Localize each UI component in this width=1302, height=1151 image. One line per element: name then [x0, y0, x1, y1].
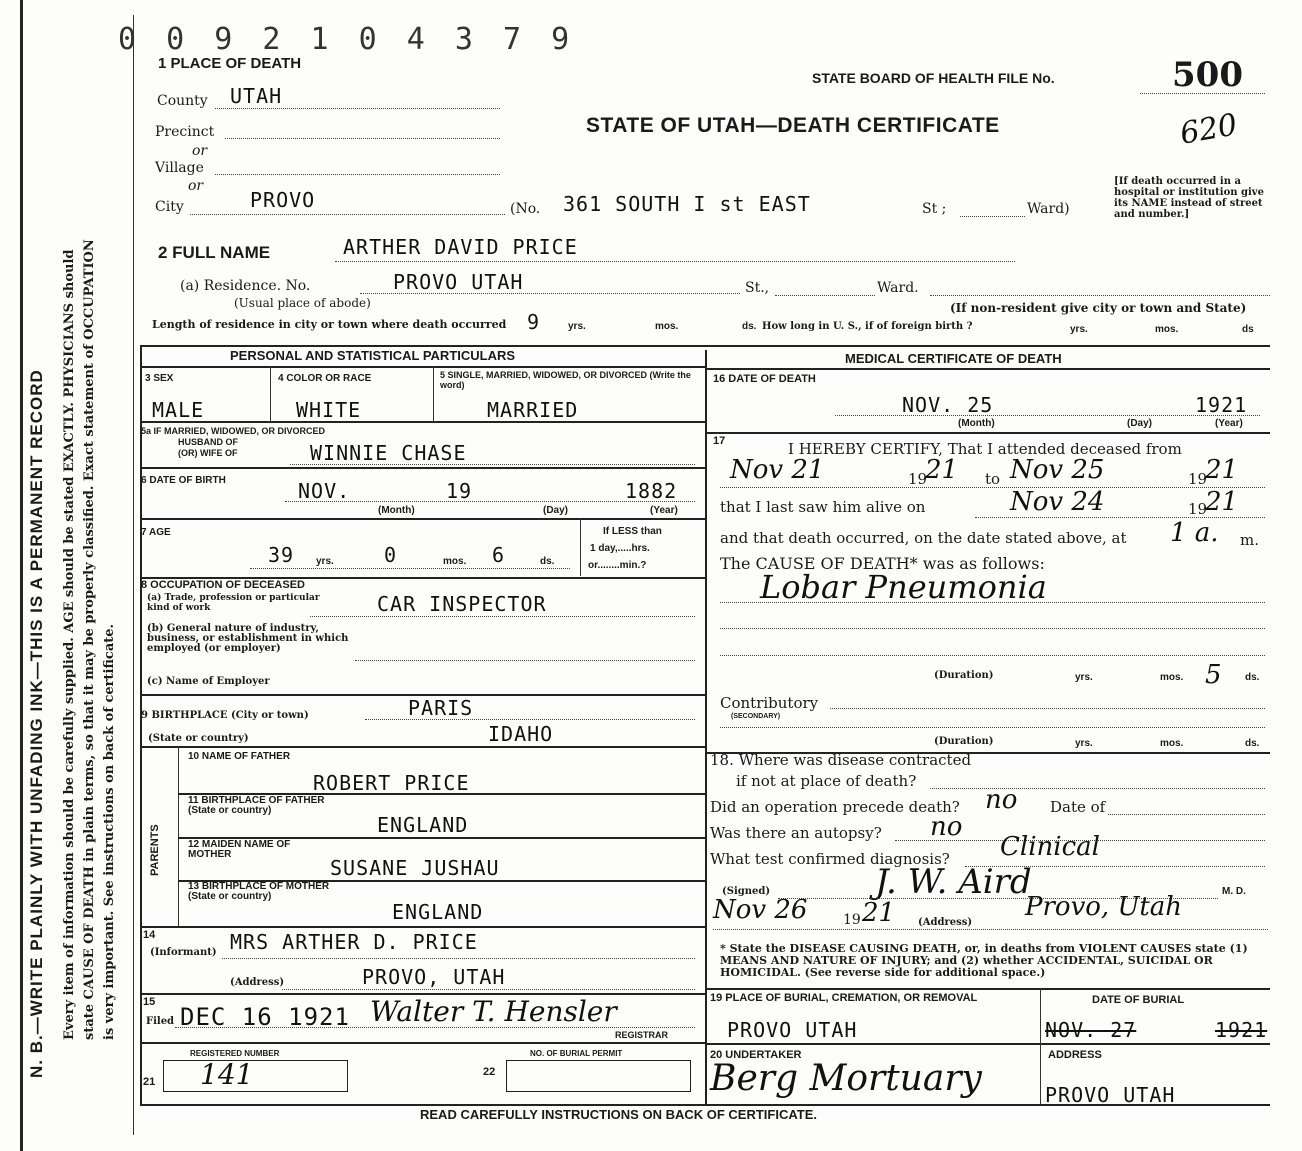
- village-label: Village: [155, 160, 204, 176]
- from-year: 21: [925, 455, 959, 485]
- mother-birthplace: ENGLAND: [392, 900, 484, 924]
- informant-num: 14: [143, 929, 156, 941]
- rule-5a: [140, 467, 705, 469]
- burial-divider: [1040, 988, 1041, 1043]
- duration-mos-1: mos.: [1160, 672, 1184, 683]
- nonres-note: (If non-resident give city or town and State): [950, 301, 1247, 315]
- residence-st-label: St.,: [745, 280, 770, 296]
- dob-month: NOV.: [298, 479, 351, 503]
- full-name-value: ARTHER DAVID PRICE: [343, 235, 578, 259]
- attended-from: Nov 21: [730, 455, 825, 485]
- operation-label: Did an operation precede death?: [710, 798, 960, 816]
- parents-divider: [178, 746, 179, 926]
- father-birthplace-label: 11 BIRTHPLACE OF FATHER (State or country): [188, 795, 325, 816]
- spouse-label-3: (OR) WIFE OF: [178, 448, 238, 458]
- item-18-b: if not at place of death?: [736, 772, 917, 790]
- residence-st-line: [775, 295, 875, 296]
- occupation-a-label: (a) Trade, profession or particular kind of work: [147, 593, 320, 613]
- reg-number-box: [163, 1060, 348, 1092]
- death-year-cap: (Year): [1215, 418, 1243, 429]
- medical-heading-rule: [705, 368, 1270, 370]
- rule-13: [140, 926, 705, 928]
- duration-days: 5: [1205, 660, 1222, 690]
- age-mos-label: mos.: [443, 556, 467, 567]
- undertaker-label: 20 UNDERTAKER: [710, 1049, 802, 1061]
- race-divider: [433, 366, 434, 421]
- filed-date: DEC 16 1921: [180, 1003, 350, 1031]
- sign-address: Provo, Utah: [1025, 892, 1183, 922]
- ward-label: Ward): [1027, 201, 1070, 217]
- attended-line: [720, 487, 1265, 488]
- cause-line-1: [720, 602, 1265, 603]
- place-of-death-heading: 1 PLACE OF DEATH: [158, 55, 302, 72]
- sign-address-label: (Address): [918, 917, 973, 928]
- dob-month-cap: (Month): [378, 505, 415, 516]
- footer-instructions: READ CAREFULLY INSTRUCTIONS ON BACK OF CERTIFICATE.: [420, 1107, 817, 1122]
- age-ds-label: ds.: [540, 556, 555, 567]
- length-label: Length of residence in city or town where death occurred: [152, 318, 507, 331]
- signed-label: (Signed): [722, 886, 771, 897]
- time-m: m.: [1240, 531, 1259, 549]
- file-number-label: STATE BOARD OF HEALTH FILE No.: [812, 70, 1055, 86]
- duration-ds-1: ds.: [1245, 672, 1260, 683]
- informant-address-label: (Address): [230, 977, 285, 988]
- burial-permit-label: NO. OF BURIAL PERMIT: [530, 1049, 623, 1058]
- last-saw-nineteen: 19: [1188, 500, 1208, 518]
- filed-num: 15: [143, 996, 156, 1008]
- city-label: City: [155, 199, 184, 215]
- death-time: 1 a.: [1170, 518, 1219, 548]
- reg-field-num: 21: [143, 1076, 156, 1088]
- us-yrs: yrs.: [1070, 324, 1088, 335]
- contributory-line-2: [720, 727, 1265, 728]
- test-value: Clinical: [1000, 832, 1100, 862]
- duration-yrs-1: yrs.: [1075, 672, 1093, 683]
- footnote: * State the DISEASE CAUSING DEATH, or, in deaths from VIOLENT CAUSES state (1) MEANS AND NATURE OF INJURY; and (2) whether ACCIDENTAL, SUICIDAL OR HOMICIDAL. (See reverse side for additional space.): [720, 942, 1248, 979]
- duration-label-2: (Duration): [934, 736, 994, 747]
- dob-label: 6 DATE OF BIRTH: [141, 475, 226, 486]
- birthplace-label: 9 BIRTHPLACE (City or town): [141, 710, 309, 721]
- or-1: or: [192, 143, 208, 159]
- rule-16: [705, 432, 1270, 434]
- less-than-hrs: 1 day,.....hrs.: [590, 543, 650, 554]
- cause-label: The CAUSE OF DEATH* was as follows:: [720, 554, 1045, 573]
- margin-divider: [133, 15, 134, 1135]
- grid-middle: [705, 350, 707, 1105]
- informant-address: PROVO, UTAH: [362, 965, 506, 989]
- mother-birthplace-label: 13 BIRTHPLACE OF MOTHER (State or country): [188, 881, 330, 902]
- informant-address-line: [282, 989, 695, 990]
- less-than-min: or........min.?: [588, 560, 647, 571]
- rule-3: [140, 421, 705, 423]
- margin-instructions-2: state CAUSE OF DEATH in plain terms, so that it may be properly classified. Exact statement of OCCUPATION: [82, 239, 97, 1040]
- serial-number: 0 0 9 2 1 0 4 3 7 9: [118, 22, 576, 57]
- item-18-line: [930, 788, 1265, 789]
- residence-ward-line: [930, 295, 1270, 296]
- hospital-note: [If death occurred in a hospital or institution give its NAME instead of street and number.]: [1114, 176, 1264, 220]
- to-nineteen: 19: [1188, 470, 1208, 488]
- duration-yrs-2: yrs.: [1075, 738, 1093, 749]
- reg-number: 141: [200, 1058, 254, 1091]
- from-nineteen: 19: [908, 470, 928, 488]
- rule-15: [140, 1042, 705, 1044]
- length-yrs: yrs.: [568, 321, 586, 332]
- county-label: County: [157, 93, 208, 109]
- residence-line: [360, 293, 740, 294]
- length-ds: ds.: [742, 321, 757, 332]
- father-name: ROBERT PRICE: [313, 771, 470, 795]
- occupation-b-label: (b) General nature of industry, business, or establishment in which employed (or employer): [147, 623, 349, 654]
- contributory-line: [830, 708, 1265, 709]
- county-value: UTAH: [230, 84, 283, 108]
- spouse-line: [290, 464, 695, 465]
- secondary-label: (SECONDARY): [731, 713, 781, 720]
- duration-label-1: (Duration): [934, 670, 994, 681]
- registrar-signature: Walter T. Hensler: [370, 995, 617, 1028]
- filed-label: Filed: [146, 1016, 175, 1027]
- undertaker: Berg Mortuary: [710, 1058, 982, 1099]
- cause-line-2: [720, 628, 1265, 629]
- sign-date: Nov 26: [713, 895, 808, 925]
- father-birthplace: ENGLAND: [377, 813, 469, 837]
- us-label: How long in U. S., if of foreign birth ?: [762, 321, 973, 332]
- date-of-death-label: 16 DATE OF DEATH: [713, 373, 816, 385]
- birthplace-state-label: (State or country): [148, 733, 249, 744]
- or-2: or: [188, 178, 204, 194]
- county-line: [215, 108, 500, 109]
- birthplace-city-line: [365, 719, 695, 720]
- burial-date: NOV. 27: [1045, 1018, 1137, 1042]
- spouse-label-2: HUSBAND OF: [178, 437, 238, 447]
- last-saw-label: that I last saw him alive on: [720, 498, 926, 516]
- race-value: WHITE: [296, 398, 362, 422]
- marital-label: 5 SINGLE, MARRIED, WIDOWED, OR DIVORCED (Write the word): [440, 370, 691, 390]
- last-saw-line: [975, 517, 1265, 518]
- dob-day-cap: (Day): [543, 505, 569, 516]
- personal-heading-rule: [140, 366, 705, 368]
- burial-address: PROVO UTAH: [1045, 1083, 1176, 1107]
- certify-text: I HEREBY CERTIFY, That I attended deceased from: [788, 440, 1182, 458]
- residence-label: (a) Residence. No.: [180, 278, 311, 294]
- age-yrs-label: yrs.: [316, 556, 334, 567]
- length-years: 9: [527, 310, 541, 334]
- date-of-death-year: 1921: [1195, 393, 1248, 417]
- spouse-label-1: 5a IF MARRIED, WIDOWED, OR DIVORCED: [141, 426, 326, 436]
- burial-permit-box: [506, 1060, 691, 1092]
- age-divider: [580, 518, 581, 576]
- md-label: M. D.: [1222, 886, 1246, 897]
- to-year: 21: [1205, 455, 1239, 485]
- date-of-label: Date of: [1050, 798, 1106, 816]
- village-line: [215, 174, 500, 175]
- informant-line: [222, 958, 695, 959]
- full-name-label: 2 FULL NAME: [158, 243, 271, 262]
- burial-field-num: 22: [483, 1066, 496, 1078]
- test-label: What test confirmed diagnosis?: [710, 850, 950, 868]
- father-name-label: 10 NAME OF FATHER: [188, 751, 291, 762]
- operation-value: no: [985, 785, 1018, 815]
- medical-heading: MEDICAL CERTIFICATE OF DEATH: [845, 351, 1062, 366]
- file-number: 500: [1172, 55, 1243, 95]
- grid-top: [140, 345, 1270, 347]
- date-of-death-line: [835, 415, 1260, 416]
- sex-divider: [270, 366, 271, 421]
- street-number-label: (No.: [510, 201, 541, 217]
- left-border: [20, 0, 23, 1151]
- residence-ward-label: Ward.: [877, 280, 919, 296]
- sex-label: 3 SEX: [145, 373, 174, 384]
- st-label: St ;: [922, 201, 947, 217]
- occupation-value: CAR INSPECTOR: [377, 592, 547, 616]
- dob-day: 19: [446, 479, 473, 503]
- occupation-b-line: [355, 660, 695, 661]
- dob-year: 1882: [625, 479, 678, 503]
- informant-value: MRS ARTHER D. PRICE: [230, 930, 478, 954]
- age-months: 0: [384, 543, 398, 567]
- marital-value: MARRIED: [487, 398, 579, 422]
- item-17-num: 17: [713, 435, 726, 447]
- last-saw-date: Nov 24: [1010, 487, 1105, 517]
- occupation-label: 8 OCCUPATION OF DECEASED: [141, 579, 305, 591]
- handwritten-number: 620: [1177, 107, 1240, 152]
- attended-to: Nov 25: [1010, 455, 1105, 485]
- occupation-line: [310, 616, 695, 617]
- burial-date-label: DATE OF BURIAL: [1092, 994, 1185, 1006]
- contributory-label: Contributory: [720, 694, 819, 712]
- race-label: 4 COLOR OR RACE: [278, 373, 372, 384]
- employer-label: (c) Name of Employer: [147, 676, 270, 687]
- us-ds: ds: [1242, 324, 1254, 335]
- dob-line: [285, 501, 695, 502]
- death-day-cap: (Day): [1127, 418, 1153, 429]
- filed-line: [175, 1027, 695, 1028]
- margin-instructions-1: Every item of information should be carefully supplied. AGE should be stated EXACTLY. PHYSICIANS should: [62, 249, 77, 1040]
- age-line: [250, 568, 570, 569]
- sign-nineteen: 19: [843, 912, 861, 928]
- duration-mos-2: mos.: [1160, 738, 1184, 749]
- autopsy-label: Was there an autopsy?: [710, 824, 882, 842]
- margin-warning: N. B.—WRITE PLAINLY WITH UNFADING INK—THIS IS A PERMANENT RECORD: [27, 369, 46, 1078]
- date-of-death: NOV. 25: [902, 393, 994, 417]
- autopsy-value: no: [930, 812, 963, 842]
- margin-instructions-3: is very important. See instructions on back of certificate.: [102, 623, 117, 1040]
- age-days: 6: [492, 543, 506, 567]
- residence-value: PROVO UTAH: [393, 270, 524, 294]
- parents-label: PARENTS: [149, 824, 161, 876]
- street-address: 361 SOUTH I st EAST: [563, 192, 811, 216]
- length-mos: mos.: [655, 321, 679, 332]
- city-line: [190, 214, 505, 215]
- registrar-label: REGISTRAR: [615, 1030, 669, 1040]
- age-years: 39: [268, 543, 295, 567]
- cause-line-3: [720, 655, 1265, 656]
- birthplace-state: IDAHO: [488, 722, 554, 746]
- certificate-title: STATE OF UTAH—DEATH CERTIFICATE: [586, 114, 1000, 137]
- city-value: PROVO: [250, 188, 316, 212]
- rule-9: [140, 746, 705, 748]
- sex-value: MALE: [152, 398, 205, 422]
- physician-signature: J. W. Aird: [875, 862, 1032, 902]
- file-number-line: [1140, 93, 1265, 94]
- burial-address-label: ADDRESS: [1048, 1049, 1102, 1061]
- birthplace-city: PARIS: [408, 696, 474, 720]
- rule-19: [705, 1043, 1270, 1045]
- precinct-line: [225, 138, 500, 139]
- spouse-value: WINNIE CHASE: [310, 441, 467, 465]
- grid-bottom: [140, 1104, 1270, 1106]
- ward-line: [960, 216, 1025, 217]
- rule-footnote: [705, 988, 1270, 990]
- dob-year-cap: (Year): [650, 505, 678, 516]
- cause-of-death: Lobar Pneumonia: [760, 568, 1047, 606]
- rule-6: [140, 518, 705, 520]
- item-18-a: 18. Where was disease contracted: [710, 751, 972, 769]
- full-name-line: [335, 261, 1015, 262]
- burial-place: PROVO UTAH: [727, 1018, 858, 1042]
- date-of-line: [1108, 814, 1265, 815]
- to-label: to: [985, 470, 1001, 488]
- undertaker-divider: [1040, 1043, 1041, 1105]
- death-month-cap: (Month): [958, 418, 995, 429]
- abode-note: (Usual place of abode): [234, 296, 371, 310]
- us-mos: mos.: [1155, 324, 1179, 335]
- mother-name-label: 12 MAIDEN NAME OF MOTHER: [188, 839, 291, 860]
- precinct-label: Precinct: [155, 124, 215, 140]
- informant-label: (Informant): [150, 947, 217, 958]
- last-saw-year: 21: [1205, 487, 1239, 517]
- occurred-label: and that death occurred, on the date stated above, at: [720, 529, 1127, 547]
- less-than-label: If LESS than: [603, 526, 662, 537]
- burial-year: 1921: [1215, 1018, 1268, 1042]
- age-label: 7 AGE: [141, 527, 171, 538]
- reg-number-label: REGISTERED NUMBER: [190, 1049, 280, 1058]
- duration-ds-2: ds.: [1245, 738, 1260, 749]
- burial-place-label: 19 PLACE OF BURIAL, CREMATION, OR REMOVAL: [710, 992, 978, 1004]
- grid-left: [140, 345, 142, 1105]
- sign-year: 21: [862, 898, 896, 928]
- sign-address-line: [713, 929, 1268, 930]
- mother-name: SUSANE JUSHAU: [330, 856, 500, 880]
- personal-heading: PERSONAL AND STATISTICAL PARTICULARS: [230, 348, 516, 363]
